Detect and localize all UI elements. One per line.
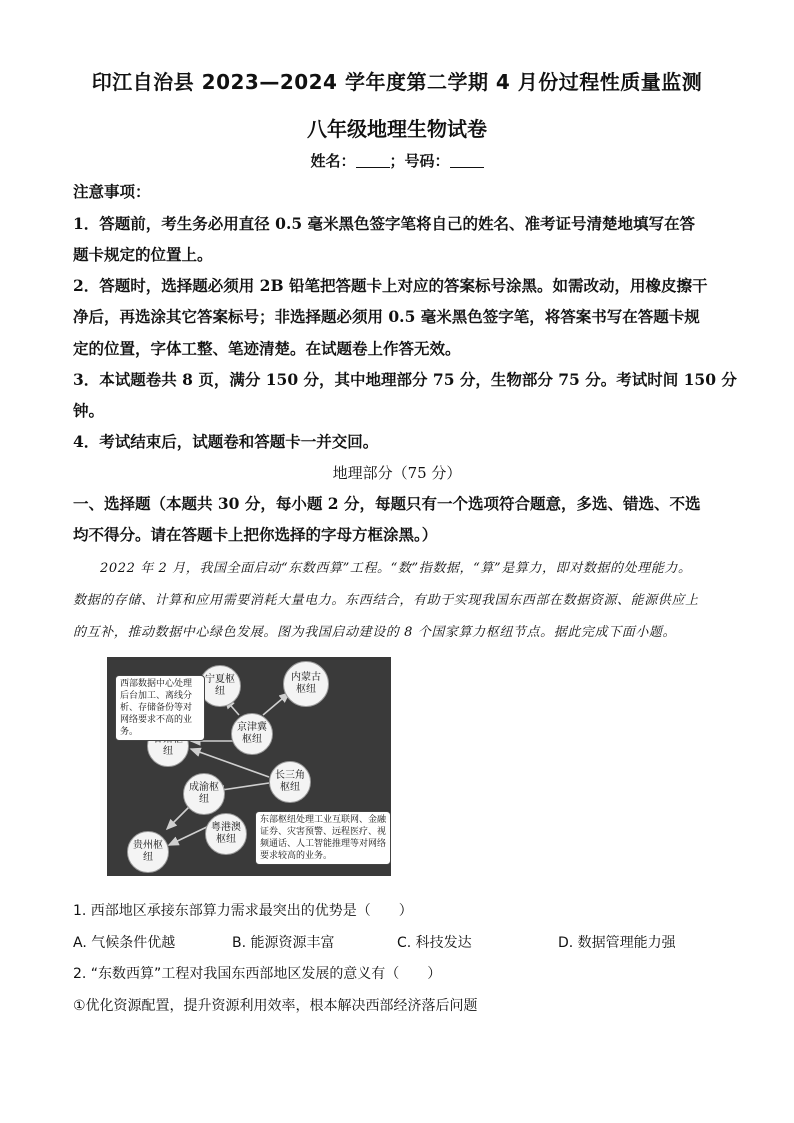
computing-hub-figure xyxy=(107,657,391,876)
hub-changsanjiao: 长三角枢纽 xyxy=(269,761,311,803)
hub-yuegangao: 粤港澳枢纽 xyxy=(205,813,247,855)
hub-guizhou: 贵州枢纽 xyxy=(127,831,169,873)
west-callout: 西部数据中心处理后台加工、离线分析、存储备份等对网络要求不高的业务。 xyxy=(115,675,205,741)
question-1-option-c: C. 科技发达 xyxy=(397,935,472,951)
question-1-stem: 1. 西部地区承接东部算力需求最突出的优势是（ ） xyxy=(73,903,413,919)
number-label: ；号码： xyxy=(389,152,450,170)
name-number-line xyxy=(0,150,794,171)
notice-line: 2．答题时，选择题必须用 2B 铅笔把答题卡上对应的答案标号涂黑。如需改动，用橡皮擦干 xyxy=(73,276,708,295)
name-label: 姓名： xyxy=(310,152,356,170)
question-1-option-d: D. 数据管理能力强 xyxy=(558,935,676,951)
hub-jingjinji: 京津冀枢纽 xyxy=(231,713,273,755)
notice-line: 1．答题前，考生务必用直径 0.5 毫米黑色签字笔将自己的姓名、准考证号清楚地填写在答 xyxy=(73,214,696,233)
notice-line: 钟。 xyxy=(73,401,105,420)
part-instructions: 一、选择题（本题共 30 分，每小题 2 分，每题只有一个选项符合题意，多选、错选、不选 xyxy=(73,494,701,513)
notice-line: 定的位置，字体工整、笔迹清楚。在试题卷上作答无效。 xyxy=(73,339,461,358)
exam-title: 印江自治县 2023—2024 学年度第二学期 4 月份过程性质量监测 xyxy=(91,70,703,94)
notice-heading: 注意事项： xyxy=(73,182,151,201)
number-blank xyxy=(450,153,484,168)
hub-gansu: 纽 xyxy=(147,725,189,767)
exam-subtitle: 八年级地理生物试卷 xyxy=(307,117,487,141)
arrow-chengyu-guizhou xyxy=(167,807,189,829)
question-2-stem: 2. “东数西算”工程对我国东西部地区发展的意义有（ ） xyxy=(73,966,442,982)
question-1-option-b: B. 能源资源丰富 xyxy=(232,935,335,951)
hub-ningxia: 宁夏枢纽 xyxy=(199,665,241,707)
question-2-item-1: ①优化资源配置，提升资源利用效率，根本解决西部经济落后问题 xyxy=(73,998,478,1014)
notice-line: 题卡规定的位置上。 xyxy=(73,245,213,264)
notice-line: 3．本试题卷共 8 页，满分 150 分，其中地理部分 75 分，生物部分 75 分。考试时间 150 分 xyxy=(73,370,737,389)
notice-line: 净后，再选涂其它答案标号；非选择题必须用 0.5 毫米黑色签字笔，将答案书写在答题卡规 xyxy=(73,307,700,326)
hub-chengyu: 成渝枢纽 xyxy=(183,773,225,815)
passage-line: 2022 年 2 月，我国全面启动“东数西算”工程。“数”指数据，“算”是算力，即对数据的处理能力。 xyxy=(100,561,692,576)
part-instructions: 均不得分。请在答题卡上把你选择的字母方框涂黑。） xyxy=(73,525,438,544)
hub-neimenggu: 内蒙古枢纽 xyxy=(283,661,329,707)
arrow-jingjinji-neimenggu xyxy=(263,693,289,715)
passage-line: 的互补，推动数据中心绿色发展。图为我国启动建设的 8 个国家算力枢纽节点。据此完成下面小题。 xyxy=(73,625,677,640)
section-title: 地理部分（75 分） xyxy=(332,464,462,482)
east-callout: 东部枢纽处理工业互联网、金融证券、灾害预警、远程医疗、视频通话、人工智能推理等对网络要求较高的业务。 xyxy=(255,811,391,865)
notice-line: 4．考试结束后，试题卷和答题卡一并交回。 xyxy=(73,432,379,451)
name-blank xyxy=(356,153,390,168)
passage-line: 数据的存储、计算和应用需要消耗大量电力。东西结合，有助于实现我国东西部在数据资源、能源供应上 xyxy=(73,593,699,608)
question-1-option-a: A. 气候条件优越 xyxy=(73,935,176,951)
